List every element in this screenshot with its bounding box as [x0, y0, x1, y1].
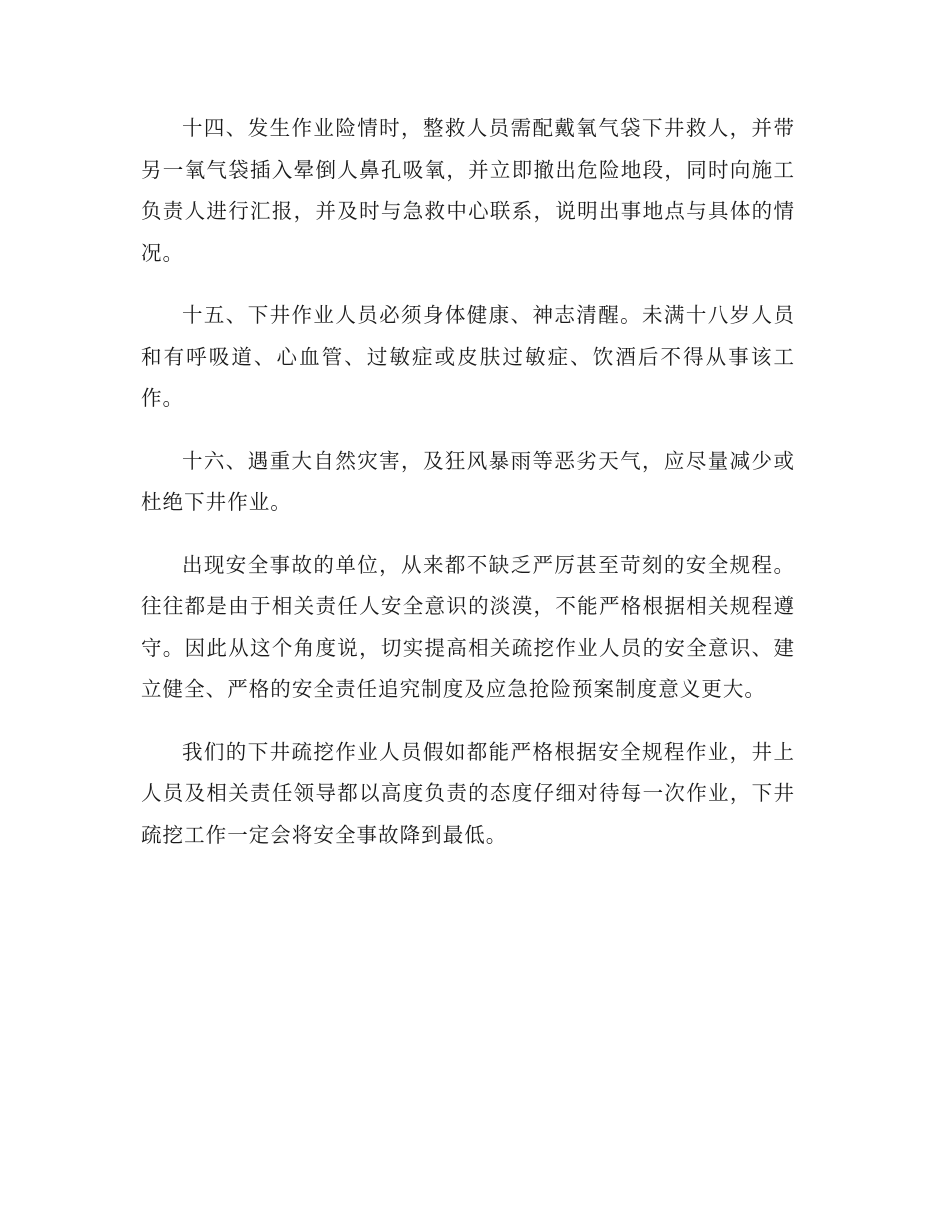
- paragraph-item-15: 十五、下井作业人员必须身体健康、神志清醒。未满十八岁人员和有呼吸道、心血管、过敏症或皮肤过敏症、饮酒后不得从事该工作。: [141, 303, 795, 410]
- paragraph-safety-analysis: 出现安全事故的单位，从来都不缺乏严厉甚至苛刻的安全规程。往往都是由于相关责任人安全意识的淡漠，不能严格根据相关规程遵守。因此从这个角度说，切实提高相关疏挖作业人员的安全意识、建立健全、严格的安全责任追究制度及应急抢险预案制度意义更大。: [141, 552, 795, 701]
- paragraph-item-16: 十六、遇重大自然灾害，及狂风暴雨等恶劣天气，应尽量减少或杜绝下井作业。: [141, 448, 795, 514]
- paragraph-conclusion: 我们的下井疏挖作业人员假如都能严格根据安全规程作业，井上人员及相关责任领导都以高度负责的态度仔细对待每一次作业，下井疏挖工作一定会将安全事故降到最低。: [141, 739, 795, 847]
- document-body: [141, 108, 795, 877]
- paragraph-item-14: 十四、发生作业险情时，整救人员需配戴氧气袋下井救人，并带另一氧气袋插入晕倒人鼻孔吸氧，并立即撤出危险地段，同时向施工负责人进行汇报，并及时与急救中心联系，说明出事地点与具体的情况。: [141, 116, 795, 265]
